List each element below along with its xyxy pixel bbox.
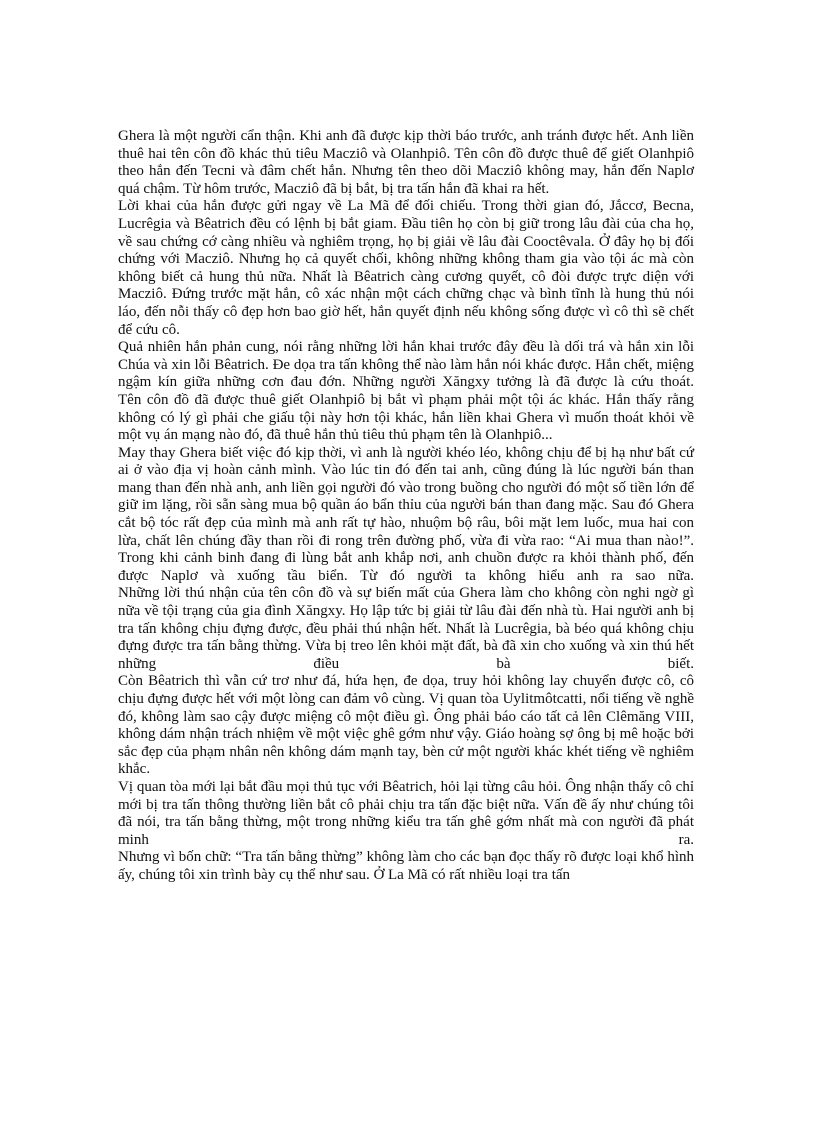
paragraph-recantation: Quả nhiên hắn phản cung, nói rằng những lời hắn khai trước đây đều là dối trá và hắn xin lỗi Chúa và xin lỗi Bêatrich. Đe dọa tra tấn không thể nào làm hắn nói khác được. Hắn chết, miệng ngậm kín giữa những cơn đau đớn. Những người Xăngxy tưởng là đã được là cứu thoát.	[118, 339, 694, 391]
paragraph-thug-arrested: Tên côn đồ đã được thuê giết Olanhpiô bị bắt vì phạm phải một tội ác khác. Hắn thấy rằng không có lý gì phải che giấu tội này hơn tội khác, hắn liền khai Ghera vì muốn thoát khỏi về một vụ án mạng nào đó, đã thuê hắn thủ tiêu thủ phạm tên là Olanhpiô...	[118, 391, 694, 444]
document-page	[118, 128, 694, 885]
paragraph-beatrice-resists: Còn Bêatrich thì vẫn cứ trơ như đá, hứa hẹn, đe dọa, truy hỏi không lay chuyển được cô, cô chịu đựng được hết với một lòng can đảm vô cùng. Vị quan tòa Uylitmôtcatti, nổi tiếng về nghề đó, không làm sao cậy được miệng cô một điều gì. Ông phải báo cáo tất cả lên Clêmăng VIII, không dám nhận trách nhiệm về một việc ghê gớm như vậy. Giáo hoàng sợ ông bị mê hoặc bởi sắc đẹp của phạm nhân nên không dám mạnh tay, bèn cử một người khác khét tiếng về nghiêm khắc.	[118, 673, 694, 778]
paragraph-testimony: Lời khai của hắn được gửi ngay về La Mã để đối chiếu. Trong thời gian đó, Jắccơ, Becna, Lucrêgia và Bêatrich đều có lệnh bị bắt giam. Đầu tiên họ còn bị giữ trong lâu đài của cha họ, về sau chứng cớ càng nhiều và nghiêm trọng, họ bị giải về lâu đài Cooctêvala. Ở đây họ bị đối chứng với Macziô. Nhưng họ cả quyết chối, không những không tham gia vào tội ác mà còn không biết cả hung thủ nữa. Nhất là Bêatrich càng cương quyết, cô đòi được trực diện với Macziô. Đứng trước mặt hắn, cô xác nhận một cách chững chạc và bình tĩnh là hung thủ nói láo, đến nỗi thấy cô đẹp hơn bao giờ hết, hắn quyết định nếu không sống được vì cô thì sẽ chết để cứu cô.	[118, 198, 694, 338]
paragraph-new-judge: Vị quan tòa mới lại bắt đầu mọi thủ tục với Bêatrich, hỏi lại từng câu hỏi. Ông nhận thấy cô chỉ mới bị tra tấn thông thường liền bắt cô phải chịu tra tấn đặc biệt nữa. Vấn đề ấy như chúng tôi đã nói, tra tấn bằng thừng, một trong những kiểu tra tấn ghê gớm nhất mà con người đã phát minh ra.	[118, 778, 694, 848]
paragraph-confessions: Những lời thú nhận của tên côn đồ và sự biến mất của Ghera làm cho không còn nghi ngờ gì nữa về tội trạng của gia đình Xăngxy. Họ lập tức bị giải từ lâu đài đến nhà tù. Hai người anh bị tra tấn không chịu đựng được, đều phải thú nhận hết. Nhất là Lucrêgia, bà béo quá không chịu đựng được tra tấn bằng thừng. Vừa bị treo lên khỏi mặt đất, bà đã xin cho xuống và xin thú hết những điều bà biết.	[118, 585, 694, 672]
paragraph-ghera-careful: Ghera là một người cẩn thận. Khi anh đã được kịp thời báo trước, anh tránh được hết. Anh liền thuê hai tên côn đồ khác thủ tiêu Macziô và Olanhpiô. Tên côn đồ được thuê để giết Olanhpiô theo hắn đến Tecni và đâm chết hắn. Nhưng tên theo dõi Macziô không may, hắn đến Naplơ quá chậm. Từ hôm trước, Macziô đã bị bắt, bị tra tấn hắn đã khai ra hết.	[118, 128, 694, 197]
paragraph-rope-torture: Nhưng vì bốn chữ: “Tra tấn bằng thừng” không làm cho các bạn đọc thấy rõ được loại khổ hình ấy, chúng tôi xin trình bày cụ thể như sau. Ở La Mã có rất nhiều loại tra tấn	[118, 849, 694, 883]
paragraph-ghera-escape: May thay Ghera biết việc đó kịp thời, vì anh là người khéo léo, không chịu để bị hạ như bất cứ ai ở vào địa vị hoàn cảnh mình. Vào lúc tin đó đến tai anh, cũng đúng là lúc người bán than mang than đến nhà anh, anh liền gọi người đó vào trong buồng cho người đó một số tiền lớn để giữ im lặng, rồi sẵn sàng mua bộ quần áo bẩn thỉu của người bán than đang mặc. Sau đó Ghera cắt bộ tóc rất đẹp của mình mà anh rất tự hào, nhuộm bộ râu, bôi mặt lem luốc, mua hai con lừa, chất lên chúng đầy than rồi đi rong trên đường phố, vừa đi vừa rao: “Ai mua than nào!”. Trong khi cảnh binh đang đi lùng bắt anh khắp nơi, anh chuồn được ra khỏi thành phố, đến được Naplơ và xuống tầu biển. Từ đó người ta không hiểu anh ra sao nữa.	[118, 444, 694, 584]
